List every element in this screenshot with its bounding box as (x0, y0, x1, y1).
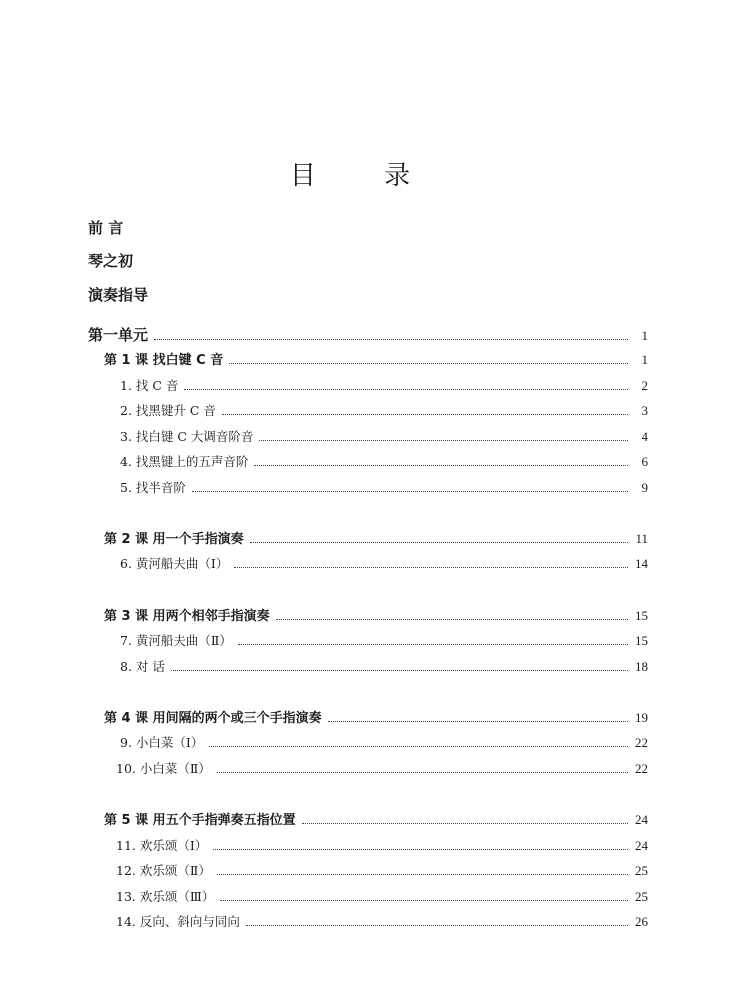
leader-dots (209, 733, 628, 747)
toc-page-number: 24 (635, 812, 648, 827)
toc-lesson-label: 第 5 课 用五个手指弹奏五指位置 (104, 813, 296, 828)
toc-lesson[interactable] (104, 528, 648, 550)
toc-item-label: 14. 反向、斜向与同向 (116, 914, 240, 929)
toc-unit-1[interactable] (88, 324, 648, 346)
leader-dots (254, 452, 628, 466)
toc-lesson[interactable] (104, 605, 648, 627)
toc-page-number: 22 (635, 761, 648, 776)
toc-lesson[interactable] (104, 707, 648, 729)
toc-page-number: 18 (635, 659, 648, 674)
toc-lesson-label: 第 4 课 用间隔的两个或三个手指演奏 (104, 711, 322, 726)
toc-item-label: 11. 欢乐颂（Ⅰ） (116, 838, 208, 853)
leader-dots (217, 861, 628, 875)
toc-item-label: 9. 小白菜（Ⅰ） (120, 735, 204, 750)
leader-dots (259, 427, 628, 441)
toc-page-number: 22 (635, 735, 648, 750)
leader-dots (217, 759, 628, 773)
toc-page-number: 19 (635, 710, 648, 725)
leader-dots (238, 631, 628, 645)
toc-item[interactable] (120, 477, 648, 499)
toc-page-number: 24 (635, 838, 648, 853)
toc-item[interactable] (120, 400, 648, 422)
toc-page-number: 1 (641, 352, 648, 367)
front-matter-guide[interactable]: 演奏指导 (88, 286, 149, 304)
toc-item[interactable] (120, 426, 648, 448)
toc-page-number: 9 (641, 480, 648, 495)
toc-item-label: 4. 找黑键上的五声音阶 (120, 454, 249, 469)
leader-dots (154, 326, 628, 340)
leader-dots (213, 836, 628, 850)
toc-page-number: 11 (635, 531, 648, 546)
toc-item[interactable] (120, 553, 648, 575)
toc-item-label: 10. 小白菜（Ⅱ） (116, 761, 211, 776)
toc-item[interactable] (116, 886, 648, 908)
toc-page-number: 15 (635, 633, 648, 648)
toc-page-number: 25 (635, 889, 648, 904)
toc-lesson-label: 第 1 课 找白键 C 音 (104, 353, 224, 368)
toc-lesson[interactable] (104, 349, 648, 371)
leader-dots (229, 350, 628, 364)
leader-dots (222, 401, 628, 415)
toc-item[interactable] (120, 630, 648, 652)
toc-item[interactable] (116, 835, 648, 857)
toc-page-number: 6 (641, 454, 648, 469)
toc-item[interactable] (116, 860, 648, 882)
leader-dots (276, 606, 628, 620)
leader-dots (246, 912, 628, 926)
leader-dots (192, 478, 628, 492)
toc-lesson-label: 第 2 课 用一个手指演奏 (104, 532, 244, 547)
toc-page-number: 14 (635, 556, 648, 571)
toc-item[interactable] (120, 451, 648, 473)
toc-page-number: 1 (641, 328, 648, 343)
toc-item[interactable] (120, 732, 648, 754)
toc-item-label: 12. 欢乐颂（Ⅱ） (116, 863, 211, 878)
leader-dots (234, 554, 628, 568)
leader-dots (184, 376, 628, 390)
leader-dots (302, 810, 628, 824)
toc-item-label: 8. 对 话 (120, 659, 165, 674)
toc-item[interactable] (116, 758, 648, 780)
toc-page-number: 4 (641, 429, 648, 444)
toc-item[interactable] (120, 656, 648, 678)
toc-page-number: 25 (635, 863, 648, 878)
toc-lesson-label: 第 3 课 用两个相邻手指演奏 (104, 609, 270, 624)
toc-page-number: 26 (635, 914, 648, 929)
page-title: 目 录 (289, 161, 441, 191)
toc-item-label: 5. 找半音阶 (120, 480, 186, 495)
front-matter-intro[interactable]: 琴之初 (88, 252, 134, 270)
leader-dots (250, 529, 628, 543)
leader-dots (328, 708, 628, 722)
toc-item[interactable] (116, 911, 648, 933)
front-matter-preface[interactable]: 前 言 (88, 219, 124, 237)
toc-unit-label: 第一单元 (88, 326, 149, 344)
toc-page-number: 3 (641, 403, 648, 418)
toc-page-number: 15 (635, 608, 648, 623)
toc-item-label: 13. 欢乐颂（Ⅲ） (116, 889, 215, 904)
toc-page-number: 2 (641, 378, 648, 393)
leader-dots (171, 657, 628, 671)
toc-item-label: 7. 黄河船夫曲（Ⅱ） (120, 633, 232, 648)
toc-item-label: 2. 找黑键升 C 音 (120, 403, 216, 418)
toc-lesson[interactable] (104, 809, 648, 831)
toc-item[interactable] (120, 375, 648, 397)
toc-item-label: 6. 黄河船夫曲（Ⅰ） (120, 556, 229, 571)
leader-dots (220, 887, 628, 901)
toc-item-label: 3. 找白键 C 大调音阶音 (120, 429, 254, 444)
toc-item-label: 1. 找 C 音 (120, 378, 179, 393)
